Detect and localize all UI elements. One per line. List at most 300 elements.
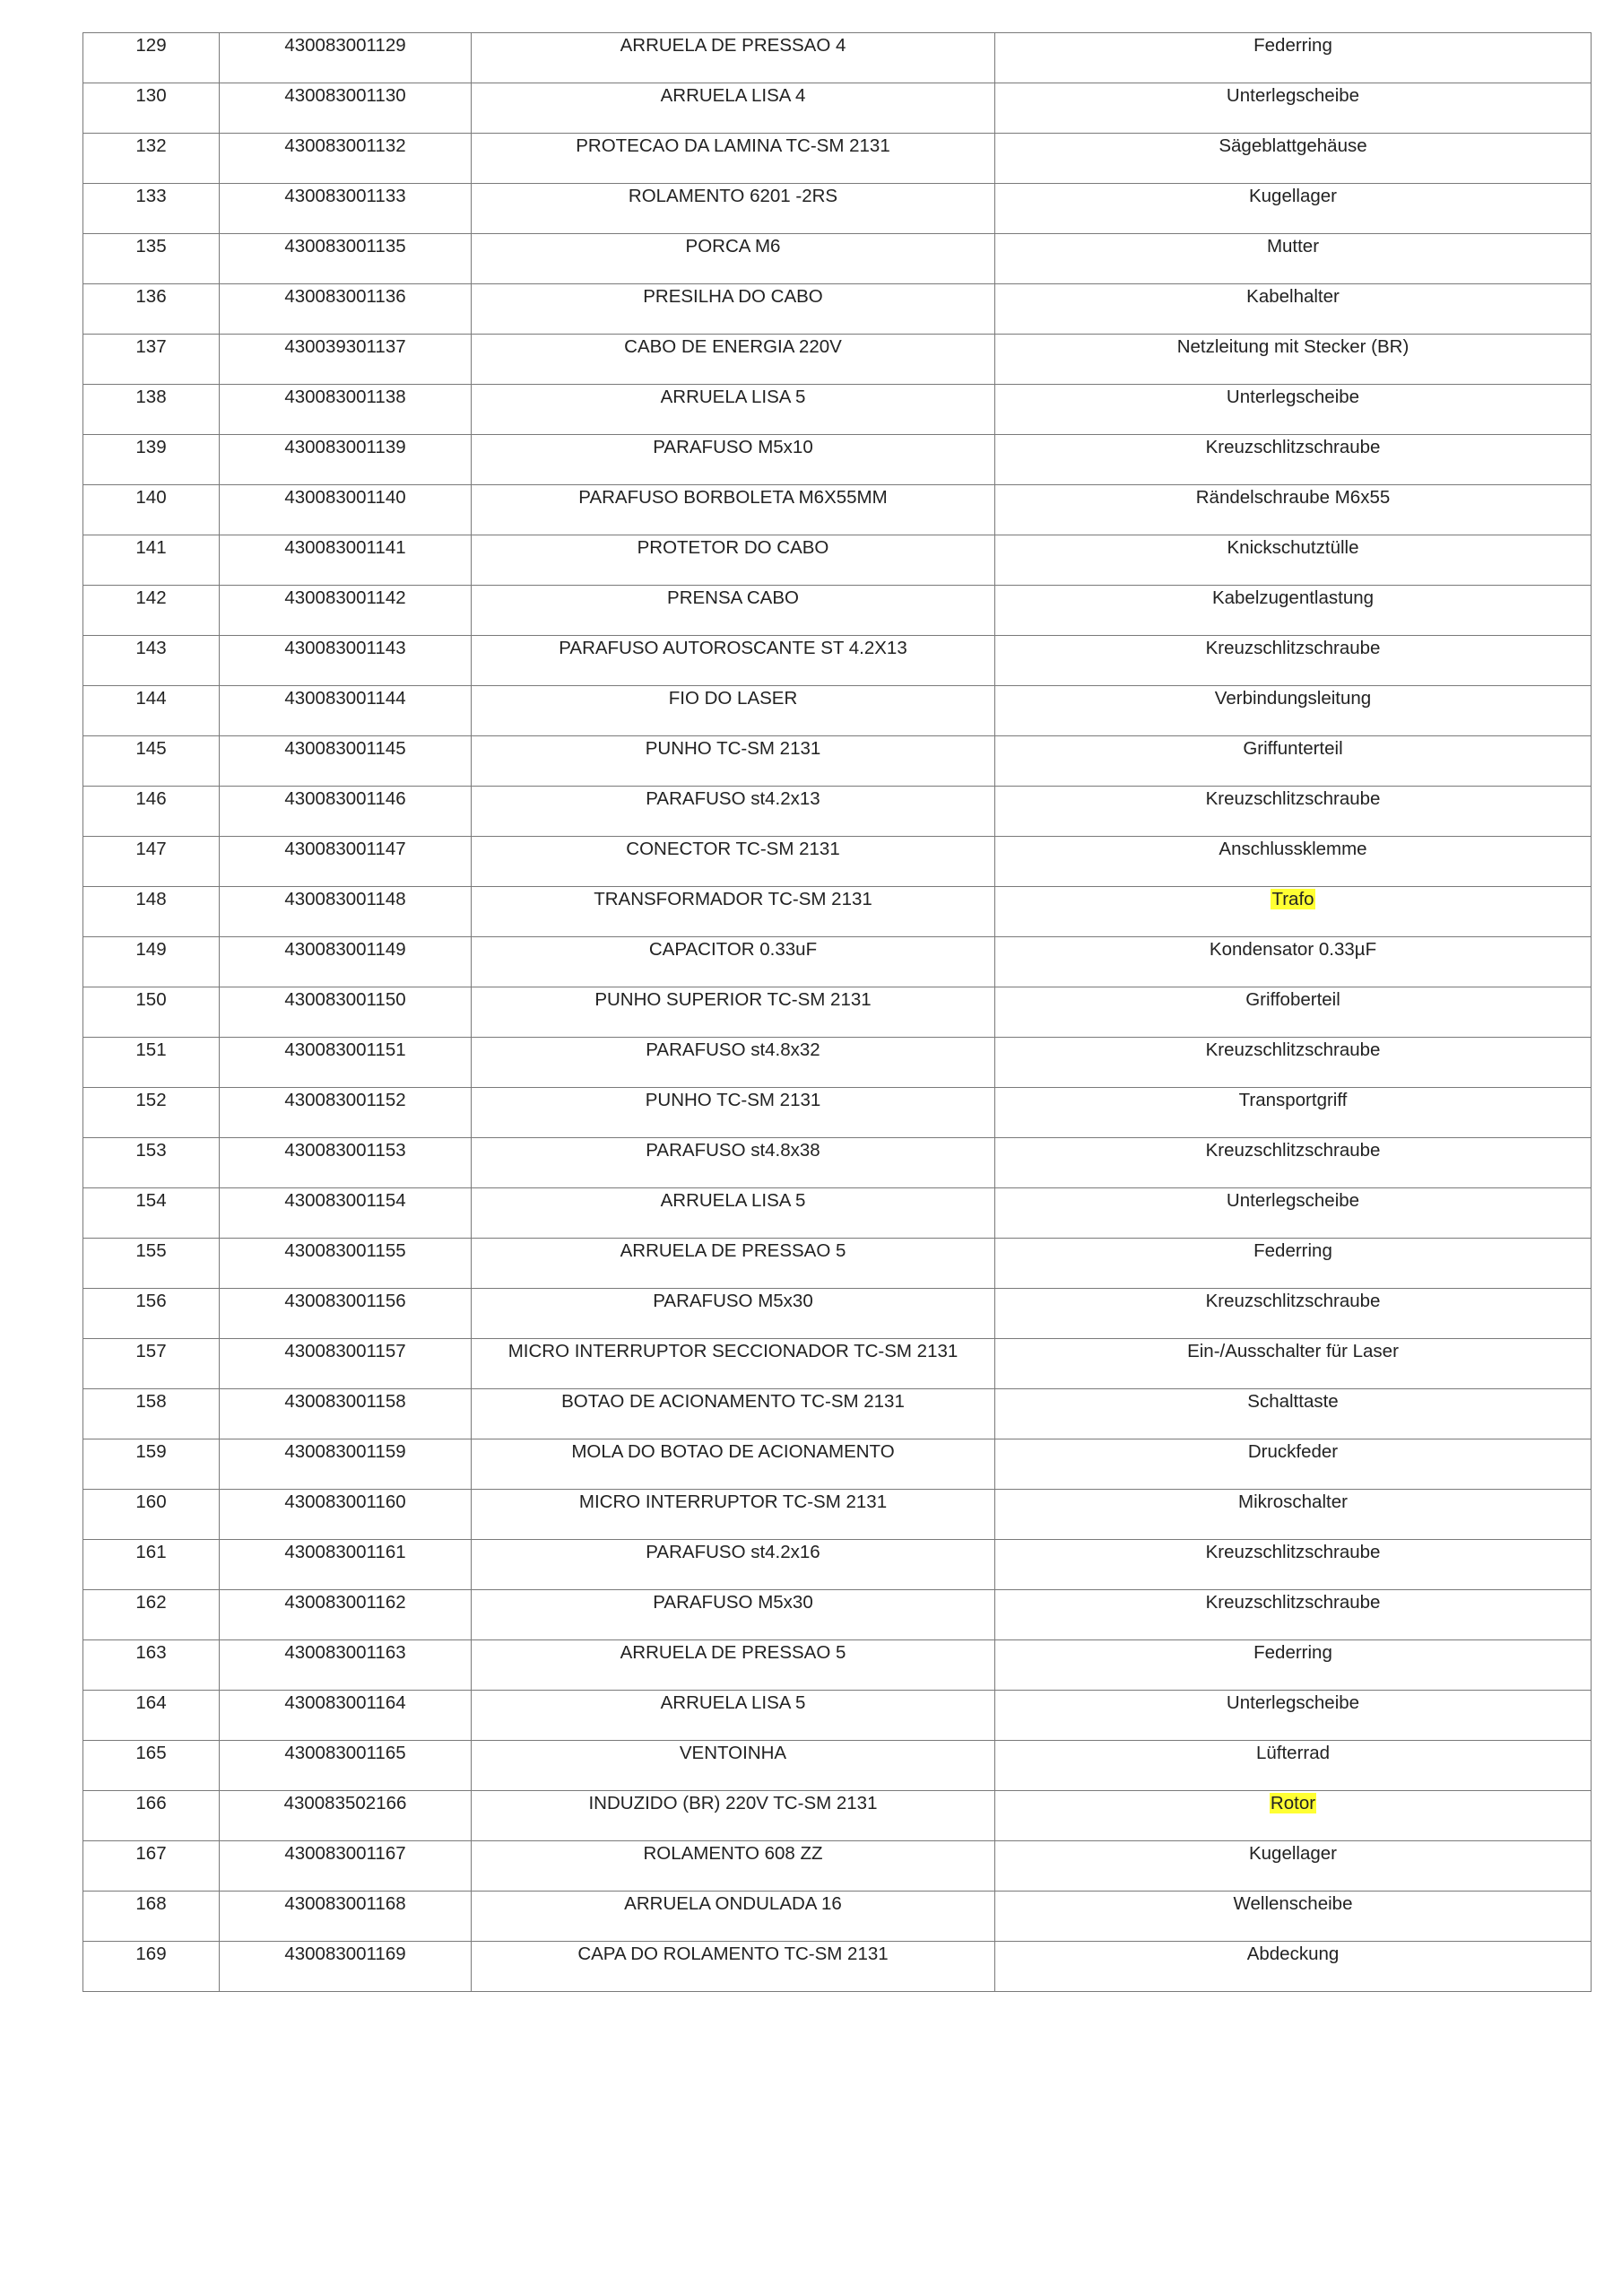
position-number-cell [83, 686, 220, 736]
portuguese-description-text: ROLAMENTO 6201 -2RS [628, 186, 838, 206]
german-description-cell [995, 535, 1592, 586]
position-number-cell [83, 1138, 220, 1188]
portuguese-description-text: ARRUELA DE PRESSAO 5 [620, 1240, 846, 1261]
portuguese-description-cell [472, 1389, 995, 1439]
table-row [83, 1439, 1592, 1490]
position-number-text: 148 [135, 889, 167, 909]
portuguese-description-text: PRENSA CABO [667, 587, 799, 608]
table-row [83, 787, 1592, 837]
table-row [83, 1088, 1592, 1138]
position-number-cell [83, 1239, 220, 1289]
german-description-cell [995, 1239, 1592, 1289]
position-number-cell [83, 284, 220, 335]
position-number-text: 136 [135, 286, 167, 307]
part-code-cell [220, 636, 472, 686]
part-code-cell [220, 33, 472, 83]
table-row [83, 887, 1592, 937]
part-code-text: 430083001141 [284, 537, 406, 558]
table-row [83, 686, 1592, 736]
portuguese-description-text: ARRUELA DE PRESSAO 4 [620, 35, 846, 56]
table-row [83, 485, 1592, 535]
position-number-text: 157 [135, 1341, 167, 1361]
portuguese-description-text: PARAFUSO st4.8x32 [646, 1039, 820, 1060]
table-row [83, 284, 1592, 335]
german-description-text: Transportgriff [1238, 1090, 1348, 1110]
part-code-cell [220, 83, 472, 134]
part-code-cell [220, 887, 472, 937]
german-description-text: Kreuzschlitzschraube [1205, 1140, 1381, 1161]
portuguese-description-text: TRANSFORMADOR TC-SM 2131 [594, 889, 872, 909]
part-code-cell [220, 787, 472, 837]
portuguese-description-text: ARRUELA LISA 5 [660, 387, 806, 407]
part-code-cell [220, 335, 472, 385]
part-code-text: 430083001136 [284, 286, 406, 307]
table-row [83, 1138, 1592, 1188]
table-row [83, 937, 1592, 987]
portuguese-description-text: PORCA M6 [685, 236, 781, 257]
table-row [83, 736, 1592, 787]
german-description-cell [995, 1490, 1592, 1540]
part-code-text: 430083001157 [284, 1341, 406, 1361]
part-code-cell [220, 1239, 472, 1289]
table-row [83, 1239, 1592, 1289]
position-number-text: 138 [135, 387, 167, 407]
portuguese-description-cell [472, 1239, 995, 1289]
position-number-cell [83, 33, 220, 83]
part-code-text: 430083001167 [284, 1843, 406, 1864]
part-code-text: 430083001133 [284, 186, 406, 206]
portuguese-description-cell [472, 1942, 995, 1992]
german-description-text: Unterlegscheibe [1226, 387, 1360, 407]
part-code-text: 430083001129 [284, 35, 406, 56]
table-row [83, 1339, 1592, 1389]
portuguese-description-cell [472, 1038, 995, 1088]
position-number-text: 154 [135, 1190, 167, 1211]
table-row [83, 1892, 1592, 1942]
part-code-cell [220, 987, 472, 1038]
portuguese-description-cell [472, 837, 995, 887]
german-description-text: Druckfeder [1247, 1441, 1339, 1462]
part-code-cell [220, 1289, 472, 1339]
part-code-text: 430039301137 [284, 336, 406, 357]
position-number-cell [83, 1389, 220, 1439]
portuguese-description-cell [472, 1439, 995, 1490]
table-row [83, 1188, 1592, 1239]
table-row [83, 1389, 1592, 1439]
position-number-text: 142 [135, 587, 167, 608]
portuguese-description-cell [472, 1892, 995, 1942]
portuguese-description-cell [472, 1188, 995, 1239]
german-description-cell [995, 1691, 1592, 1741]
german-description-cell [995, 1841, 1592, 1892]
portuguese-description-cell [472, 937, 995, 987]
german-description-text: Federring [1253, 35, 1332, 56]
position-number-cell [83, 234, 220, 284]
position-number-text: 155 [135, 1240, 167, 1261]
portuguese-description-text: ROLAMENTO 608 ZZ [643, 1843, 823, 1864]
german-description-text: Kreuzschlitzschraube [1205, 788, 1381, 809]
part-code-text: 430083001162 [284, 1592, 406, 1613]
portuguese-description-cell [472, 134, 995, 184]
part-code-cell [220, 1640, 472, 1691]
position-number-text: 135 [135, 236, 167, 257]
portuguese-description-cell [472, 234, 995, 284]
portuguese-description-text: PROTETOR DO CABO [637, 537, 829, 558]
german-description-cell [995, 937, 1592, 987]
german-description-cell [995, 887, 1592, 937]
position-number-text: 145 [135, 738, 167, 759]
position-number-cell [83, 937, 220, 987]
position-number-cell [83, 1741, 220, 1791]
part-code-cell [220, 837, 472, 887]
position-number-cell [83, 887, 220, 937]
portuguese-description-cell [472, 33, 995, 83]
german-description-text: Kugellager [1248, 1843, 1337, 1864]
german-description-cell [995, 686, 1592, 736]
german-description-cell [995, 234, 1592, 284]
portuguese-description-cell [472, 1088, 995, 1138]
position-number-cell [83, 435, 220, 485]
part-code-cell [220, 485, 472, 535]
part-code-text: 430083001164 [284, 1692, 406, 1713]
position-number-cell [83, 1088, 220, 1138]
portuguese-description-cell [472, 1490, 995, 1540]
part-code-text: 430083001150 [284, 989, 406, 1010]
part-code-text: 430083001143 [284, 638, 406, 658]
portuguese-description-text: CAPACITOR 0.33uF [648, 939, 818, 960]
position-number-cell [83, 1490, 220, 1540]
position-number-text: 166 [135, 1793, 167, 1813]
portuguese-description-cell [472, 887, 995, 937]
highlighted-german-description-text: Rotor [1270, 1793, 1316, 1813]
parts-table [82, 32, 1592, 1992]
table-row [83, 1791, 1592, 1841]
part-code-text: 430083502166 [283, 1793, 407, 1813]
position-number-cell [83, 485, 220, 535]
portuguese-description-text: PARAFUSO BORBOLETA M6X55MM [578, 487, 888, 508]
part-code-text: 430083001165 [284, 1743, 406, 1763]
portuguese-description-cell [472, 1289, 995, 1339]
german-description-cell [995, 435, 1592, 485]
position-number-text: 152 [135, 1090, 167, 1110]
german-description-text: Kreuzschlitzschraube [1205, 1592, 1381, 1613]
table-row [83, 385, 1592, 435]
portuguese-description-text: CONECTOR TC-SM 2131 [626, 839, 840, 859]
portuguese-description-cell [472, 435, 995, 485]
table-row [83, 184, 1592, 234]
german-description-cell [995, 736, 1592, 787]
portuguese-description-text: PARAFUSO M5x30 [653, 1291, 813, 1311]
table-row [83, 335, 1592, 385]
german-description-text: Mutter [1266, 236, 1320, 257]
german-description-cell [995, 787, 1592, 837]
position-number-cell [83, 184, 220, 234]
position-number-cell [83, 1289, 220, 1339]
german-description-cell [995, 837, 1592, 887]
part-code-cell [220, 1691, 472, 1741]
german-description-cell [995, 1640, 1592, 1691]
german-description-text: Unterlegscheibe [1226, 1692, 1360, 1713]
position-number-text: 144 [135, 688, 167, 709]
table-row [83, 234, 1592, 284]
position-number-text: 149 [135, 939, 167, 960]
german-description-cell [995, 1188, 1592, 1239]
part-code-text: 430083001155 [284, 1240, 406, 1261]
position-number-cell [83, 636, 220, 686]
position-number-text: 160 [135, 1492, 167, 1512]
table-row [83, 1942, 1592, 1992]
table-row [83, 1540, 1592, 1590]
portuguese-description-cell [472, 1640, 995, 1691]
portuguese-description-cell [472, 987, 995, 1038]
position-number-cell [83, 1540, 220, 1590]
german-description-text: Verbindungsleitung [1214, 688, 1372, 709]
german-description-cell [995, 33, 1592, 83]
part-code-text: 430083001151 [284, 1039, 406, 1060]
portuguese-description-cell [472, 1691, 995, 1741]
position-number-text: 139 [135, 437, 167, 457]
part-code-cell [220, 1138, 472, 1188]
german-description-text: Kreuzschlitzschraube [1205, 1039, 1381, 1060]
german-description-text: Griffoberteil [1245, 989, 1340, 1010]
position-number-cell [83, 1640, 220, 1691]
position-number-text: 147 [135, 839, 167, 859]
portuguese-description-text: PROTECAO DA LAMINA TC-SM 2131 [576, 135, 890, 156]
portuguese-description-text: MICRO INTERRUPTOR TC-SM 2131 [578, 1492, 888, 1512]
portuguese-description-cell [472, 736, 995, 787]
part-code-cell [220, 234, 472, 284]
portuguese-description-cell [472, 485, 995, 535]
position-number-text: 158 [135, 1391, 167, 1412]
position-number-cell [83, 1691, 220, 1741]
table-row [83, 1640, 1592, 1691]
german-description-cell [995, 1138, 1592, 1188]
portuguese-description-cell [472, 83, 995, 134]
portuguese-description-text: PARAFUSO st4.8x38 [646, 1140, 820, 1161]
position-number-cell [83, 83, 220, 134]
portuguese-description-cell [472, 385, 995, 435]
german-description-cell [995, 284, 1592, 335]
part-code-cell [220, 535, 472, 586]
position-number-cell [83, 1841, 220, 1892]
portuguese-description-text: PARAFUSO st4.2x13 [646, 788, 820, 809]
table-row [83, 535, 1592, 586]
part-code-text: 430083001169 [284, 1944, 406, 1964]
part-code-text: 430083001140 [284, 487, 406, 508]
part-code-cell [220, 686, 472, 736]
portuguese-description-cell [472, 284, 995, 335]
part-code-cell [220, 1490, 472, 1540]
part-code-cell [220, 1942, 472, 1992]
german-description-cell [995, 636, 1592, 686]
position-number-cell [83, 335, 220, 385]
german-description-cell [995, 1289, 1592, 1339]
part-code-text: 430083001161 [284, 1542, 406, 1562]
position-number-cell [83, 1038, 220, 1088]
position-number-text: 163 [135, 1642, 167, 1663]
german-description-text: Wellenscheibe [1233, 1893, 1353, 1914]
part-code-cell [220, 1339, 472, 1389]
position-number-text: 156 [135, 1291, 167, 1311]
portuguese-description-text: PUNHO SUPERIOR TC-SM 2131 [594, 989, 872, 1010]
part-code-cell [220, 1892, 472, 1942]
german-description-text: Unterlegscheibe [1226, 1190, 1360, 1211]
table-row [83, 1691, 1592, 1741]
german-description-text: Kreuzschlitzschraube [1205, 1542, 1381, 1562]
table-row [83, 435, 1592, 485]
part-code-text: 430083001149 [284, 939, 406, 960]
part-code-text: 430083001135 [284, 236, 406, 257]
portuguese-description-cell [472, 1841, 995, 1892]
position-number-text: 130 [135, 85, 167, 106]
position-number-text: 169 [135, 1944, 167, 1964]
portuguese-description-cell [472, 686, 995, 736]
part-code-text: 430083001168 [284, 1893, 406, 1914]
position-number-cell [83, 1791, 220, 1841]
position-number-text: 165 [135, 1743, 167, 1763]
position-number-cell [83, 736, 220, 787]
position-number-text: 143 [135, 638, 167, 658]
german-description-cell [995, 1339, 1592, 1389]
german-description-text: Ein-/Ausschalter für Laser [1187, 1341, 1399, 1361]
portuguese-description-text: PRESILHA DO CABO [643, 286, 823, 307]
part-code-cell [220, 937, 472, 987]
portuguese-description-text: MOLA DO BOTAO DE ACIONAMENTO [571, 1441, 895, 1462]
german-description-cell [995, 1892, 1592, 1942]
part-code-text: 430083001163 [284, 1642, 406, 1663]
german-description-cell [995, 385, 1592, 435]
german-description-text: Kreuzschlitzschraube [1205, 1291, 1381, 1311]
portuguese-description-text: CAPA DO ROLAMENTO TC-SM 2131 [577, 1944, 889, 1964]
table-row [83, 134, 1592, 184]
portuguese-description-text: ARRUELA LISA 4 [660, 85, 806, 106]
part-code-cell [220, 586, 472, 636]
german-description-text: Lüfterrad [1255, 1743, 1331, 1763]
portuguese-description-cell [472, 1741, 995, 1791]
part-code-text: 430083001130 [284, 85, 406, 106]
portuguese-description-cell [472, 1540, 995, 1590]
german-description-text: Kugellager [1248, 186, 1337, 206]
table-row [83, 83, 1592, 134]
portuguese-description-cell [472, 1138, 995, 1188]
portuguese-description-text: ARRUELA ONDULADA 16 [624, 1893, 842, 1914]
position-number-text: 141 [135, 537, 167, 558]
part-code-cell [220, 1590, 472, 1640]
part-code-text: 430083001138 [284, 387, 406, 407]
table-row [83, 987, 1592, 1038]
german-description-cell [995, 1741, 1592, 1791]
german-description-text: Kreuzschlitzschraube [1205, 437, 1381, 457]
german-description-cell [995, 485, 1592, 535]
portuguese-description-text: FIO DO LASER [668, 688, 798, 709]
german-description-text: Kreuzschlitzschraube [1205, 638, 1381, 658]
portuguese-description-cell [472, 335, 995, 385]
german-description-cell [995, 1942, 1592, 1992]
position-number-cell [83, 1942, 220, 1992]
part-code-cell [220, 1389, 472, 1439]
german-description-text: Federring [1253, 1642, 1332, 1663]
part-code-text: 430083001145 [284, 738, 406, 759]
position-number-cell [83, 1188, 220, 1239]
portuguese-description-cell [472, 535, 995, 586]
portuguese-description-cell [472, 787, 995, 837]
german-description-cell [995, 1038, 1592, 1088]
german-description-cell [995, 335, 1592, 385]
german-description-cell [995, 83, 1592, 134]
part-code-cell [220, 1188, 472, 1239]
german-description-text: Anschlussklemme [1219, 839, 1367, 859]
part-code-cell [220, 1791, 472, 1841]
position-number-cell [83, 787, 220, 837]
german-description-text: Abdeckung [1246, 1944, 1340, 1964]
highlighted-german-description-text: Trafo [1271, 889, 1314, 909]
part-code-cell [220, 1038, 472, 1088]
portuguese-description-text: MICRO INTERRUPTOR SECCIONADOR TC-SM 2131 [507, 1341, 958, 1361]
portuguese-description-text: PARAFUSO AUTOROSCANTE ST 4.2X13 [559, 638, 907, 658]
part-code-cell [220, 184, 472, 234]
german-description-cell [995, 987, 1592, 1038]
german-description-text: Knickschutztülle [1227, 537, 1359, 558]
part-code-cell [220, 1741, 472, 1791]
part-code-cell [220, 134, 472, 184]
table-row [83, 636, 1592, 686]
position-number-cell [83, 586, 220, 636]
portuguese-description-cell [472, 1590, 995, 1640]
german-description-text: Kondensator 0.33µF [1209, 939, 1377, 960]
position-number-cell [83, 385, 220, 435]
german-description-text: Mikroschalter [1238, 1492, 1348, 1512]
part-code-text: 430083001153 [284, 1140, 406, 1161]
german-description-cell [995, 184, 1592, 234]
part-code-cell [220, 1540, 472, 1590]
part-code-text: 430083001159 [284, 1441, 406, 1462]
german-description-text: Federring [1253, 1240, 1332, 1261]
position-number-cell [83, 1439, 220, 1490]
portuguese-description-text: PARAFUSO M5x10 [653, 437, 813, 457]
part-code-text: 430083001147 [284, 839, 406, 859]
position-number-text: 167 [135, 1843, 167, 1864]
position-number-cell [83, 535, 220, 586]
position-number-text: 151 [135, 1039, 167, 1060]
table-row [83, 1590, 1592, 1640]
german-description-cell [995, 134, 1592, 184]
part-code-text: 430083001132 [284, 135, 406, 156]
german-description-text: Netzleitung mit Stecker (BR) [1176, 336, 1409, 357]
portuguese-description-text: BOTAO DE ACIONAMENTO TC-SM 2131 [561, 1391, 905, 1412]
position-number-text: 162 [135, 1592, 167, 1613]
portuguese-description-text: ARRUELA DE PRESSAO 5 [620, 1642, 846, 1663]
table-row [83, 1038, 1592, 1088]
position-number-text: 146 [135, 788, 167, 809]
position-number-text: 164 [135, 1692, 167, 1713]
german-description-text: Kabelhalter [1246, 286, 1340, 307]
position-number-text: 133 [135, 186, 167, 206]
position-number-text: 132 [135, 135, 167, 156]
table-row [83, 1841, 1592, 1892]
part-code-text: 430083001160 [284, 1492, 406, 1512]
german-description-cell [995, 1540, 1592, 1590]
position-number-text: 168 [135, 1893, 167, 1914]
position-number-text: 129 [135, 35, 167, 56]
german-description-text: Kabelzugentlastung [1211, 587, 1375, 608]
part-code-cell [220, 1088, 472, 1138]
position-number-cell [83, 1892, 220, 1942]
german-description-text: Rändelschraube M6x55 [1195, 487, 1391, 508]
part-code-cell [220, 1439, 472, 1490]
part-code-text: 430083001139 [284, 437, 406, 457]
portuguese-description-cell [472, 1339, 995, 1389]
position-number-text: 161 [135, 1542, 167, 1562]
